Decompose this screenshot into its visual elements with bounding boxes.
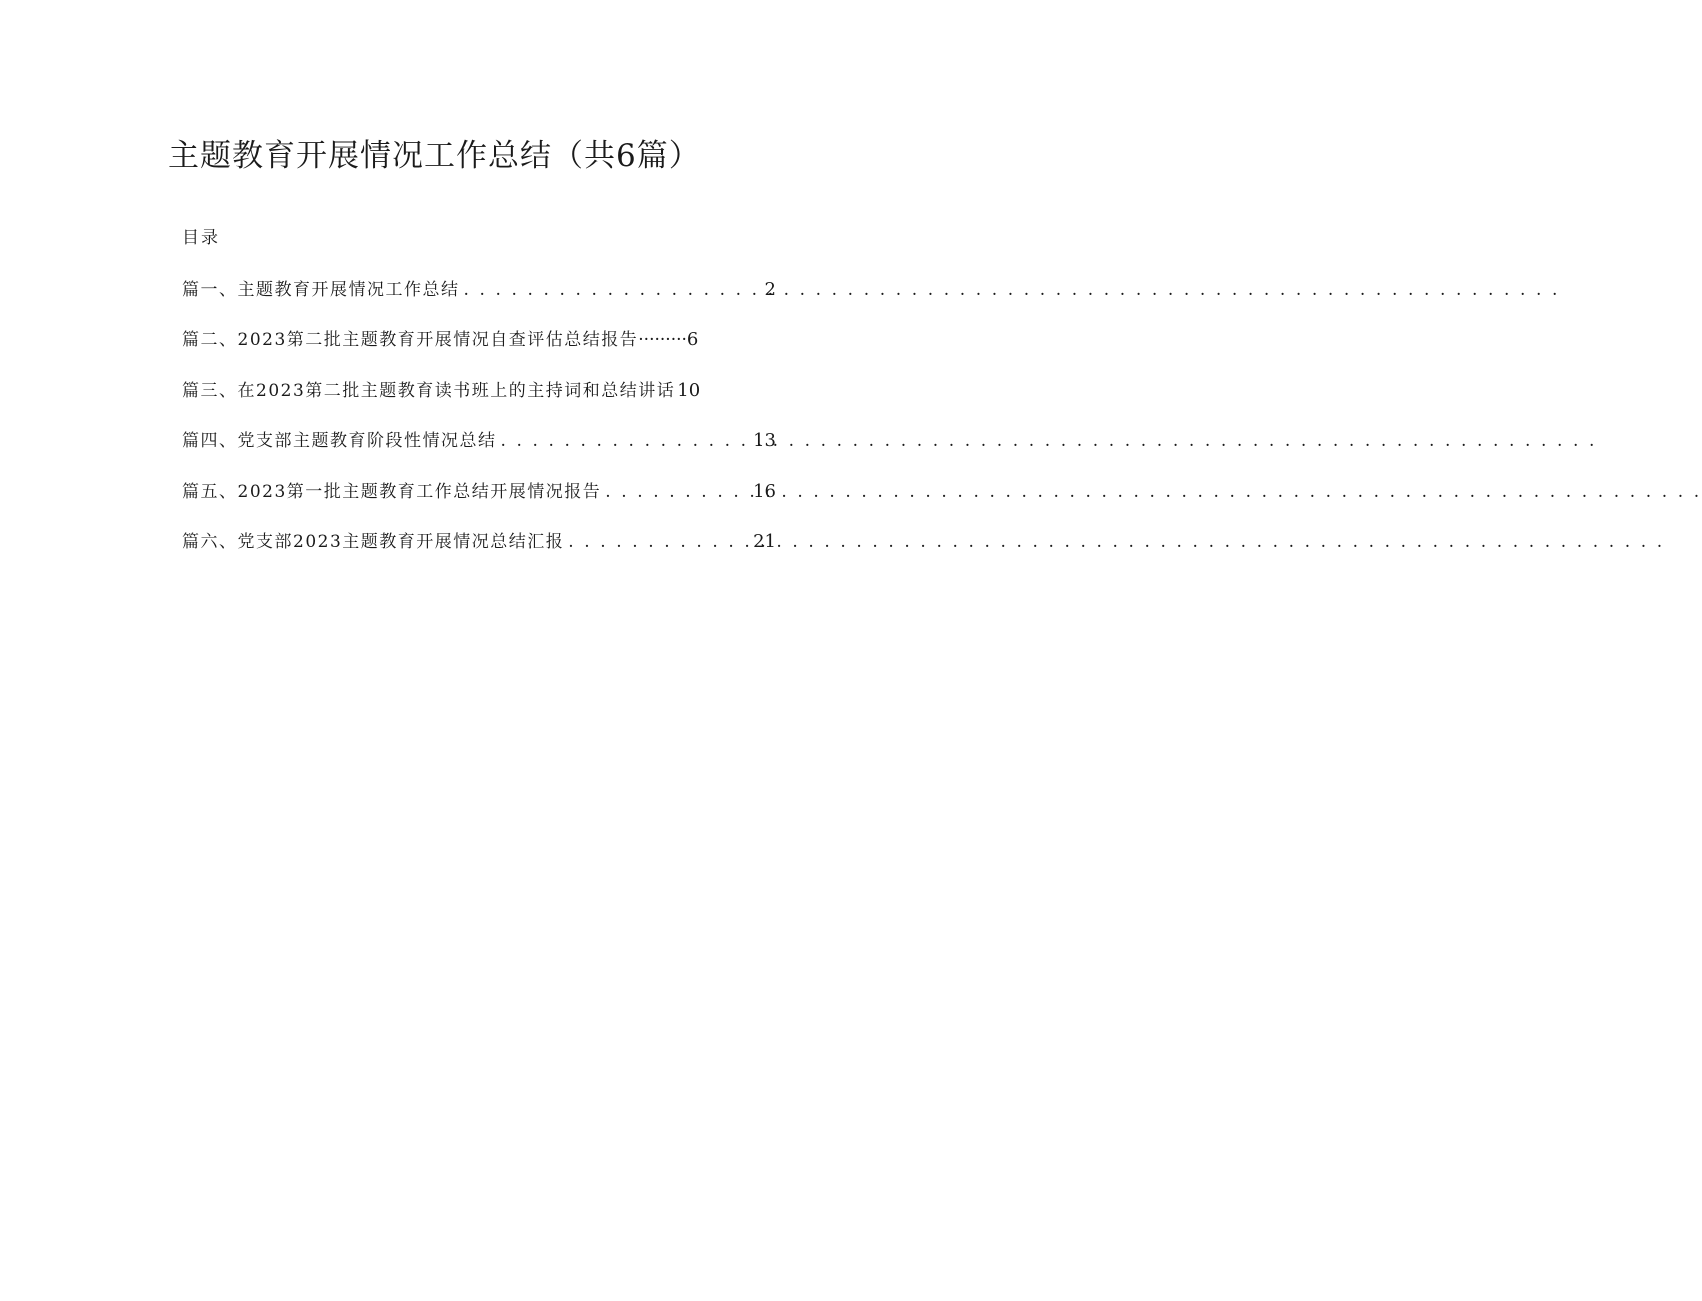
toc-item-3[interactable]: [182, 379, 776, 429]
toc-dot-leader: [638, 328, 687, 352]
table-of-contents: [182, 278, 776, 580]
toc-item-2[interactable]: [182, 328, 776, 378]
toc-page-number: 6: [686, 329, 699, 351]
toc-item-label: 篇五、2023第一批主题教育工作总结开展情况报告: [182, 481, 602, 502]
toc-page-number: 21: [753, 530, 776, 552]
toc-item-label: 篇一、主题教育开展情况工作总结: [182, 280, 460, 300]
toc-item-1[interactable]: [182, 278, 776, 328]
toc-page-number: 16: [753, 480, 776, 502]
toc-item-label: 篇六、党支部2023主题教育开展情况总结汇报: [182, 531, 565, 552]
document-title: 主题教育开展情况工作总结（共6篇）: [168, 138, 701, 174]
toc-heading: 目录: [182, 228, 220, 248]
toc-item-label: 篇二、2023第二批主题教育开展情况自查评估总结报告: [182, 330, 639, 351]
toc-item-5[interactable]: [182, 480, 776, 530]
toc-dot-leader: [605, 480, 751, 504]
toc-dot-leader: [568, 530, 751, 554]
toc-dot-leader: [501, 429, 752, 453]
toc-item-label: 篇四、党支部主题教育阶段性情况总结: [182, 431, 497, 452]
toc-page-number: 13: [753, 430, 776, 452]
toc-item-6[interactable]: [182, 530, 776, 580]
toc-page-number: 10: [677, 379, 701, 401]
toc-item-4[interactable]: [182, 429, 776, 479]
toc-dot-leader: [464, 278, 763, 302]
toc-page-number: 2: [764, 279, 776, 300]
toc-item-label: 篇三、在2023第二批主题教育读书班上的主持词和总结讲话: [182, 380, 676, 401]
